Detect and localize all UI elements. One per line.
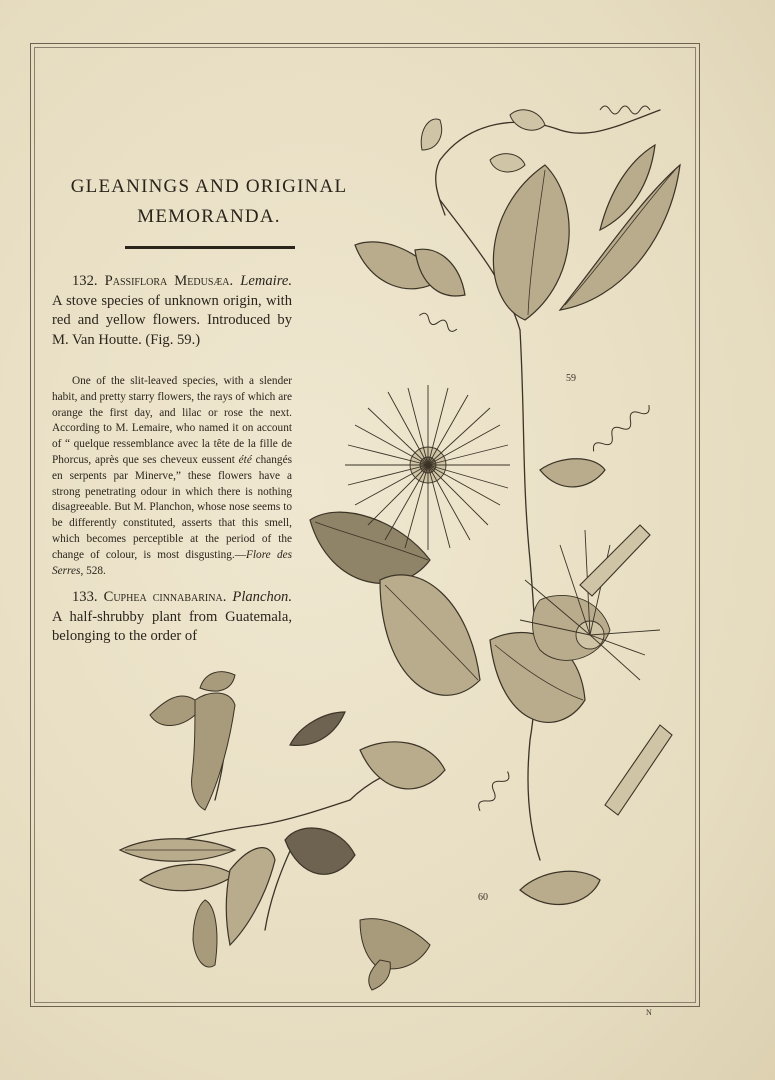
- leaf-icon: [540, 459, 605, 487]
- leaf-icon: [226, 848, 275, 945]
- bud-icon: [421, 119, 441, 150]
- entry-132-source: Flore des Serres: [52, 548, 293, 577]
- title-line-1: GLEANINGS AND ORIGINAL: [70, 176, 348, 197]
- figure-label-60: 60: [478, 892, 488, 903]
- cuphea-flowers: [150, 672, 430, 990]
- leaf-icon: [285, 828, 355, 874]
- petal-icon: [150, 696, 195, 726]
- entry-132-body-a: One of the slit-leaved species, with a slender habit, and pretty starry flowers, the rays of which are orange the first day, and lilac or rose the next. According to M. Lemaire, who named it on account of “ quelque ressemblance avec la tête de la fille de Phorcus, après que ses cheveux eussent: [52, 375, 292, 466]
- leaf-icon: [493, 165, 569, 320]
- entry-133-author: Planchon.: [232, 589, 292, 605]
- leaves: [120, 145, 680, 945]
- entry-133-name: Cuphea cinnabarina.: [103, 589, 227, 605]
- leaf-icon: [520, 871, 600, 904]
- petal-icon: [200, 672, 235, 691]
- tendril-icon: [418, 312, 458, 333]
- cut-stem: [580, 525, 672, 815]
- entry-132-source-num: , 528.: [80, 564, 106, 577]
- entry-133-intro: A half-shrubby plant from Guatemala, belonging to the order of: [52, 608, 292, 644]
- entry-132-author: Lemaire.: [240, 273, 292, 289]
- leaf-icon: [380, 575, 480, 695]
- leaf-icon: [140, 864, 235, 890]
- buds: [421, 110, 545, 172]
- title-line-2: MEMORANDA.: [137, 206, 281, 227]
- entry-132-body-b: changés en serpents par Minerve,” these flowers have a strong penetrating odour in which there is nothing disagreeable. But M. Planchon, whose nose seems to be differently constituted, asserts that this smell, which becomes perceptible at the period of the change of colour, is most disgusting.—: [52, 453, 292, 561]
- bud-icon: [490, 154, 525, 172]
- signature-mark: N: [646, 1008, 652, 1017]
- upper-stem: [440, 110, 660, 160]
- tubular-flower-icon: [193, 900, 217, 967]
- entry-132-name: Passiflora Medusæa.: [104, 273, 234, 289]
- entry-132-body-ete: été: [238, 453, 252, 466]
- entry-132-intro: A stove species of unknown origin, with red and yellow flowers. Introduced by M. Van Houtte. (Fig. 59.): [52, 292, 292, 348]
- leaf-icon: [290, 712, 345, 745]
- entry-132-number: 132.: [72, 273, 98, 289]
- tendril-icon: [600, 106, 650, 114]
- bud-icon: [510, 110, 545, 130]
- petal-icon: [369, 960, 391, 990]
- tendril-icon: [590, 401, 652, 455]
- figure-label-59: 59: [566, 373, 576, 384]
- leaf-icon: [415, 249, 465, 296]
- tubular-flower-icon: [192, 693, 235, 810]
- entry-133-number: 133.: [72, 589, 98, 605]
- tubular-flower-icon: [360, 919, 430, 969]
- main-stem: [520, 330, 540, 860]
- tendril-icon: [476, 769, 512, 814]
